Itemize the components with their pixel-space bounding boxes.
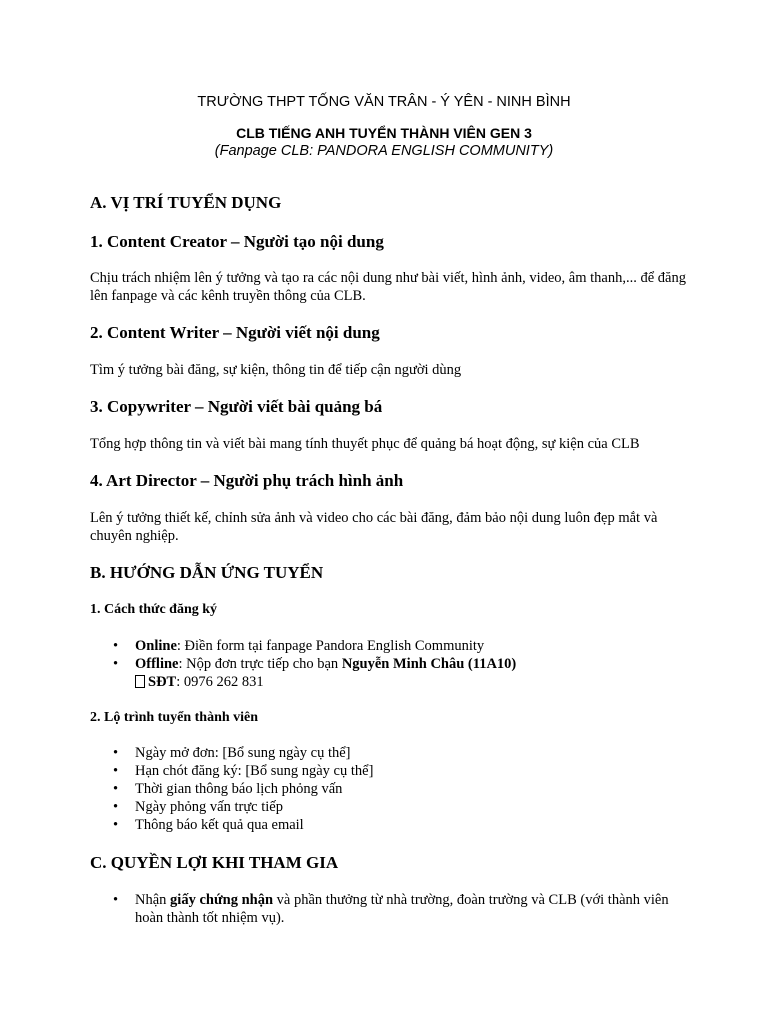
phone-label: SĐT bbox=[148, 674, 177, 690]
fanpage-note: (Fanpage CLB: PANDORA ENGLISH COMMUNITY) bbox=[214, 143, 554, 159]
certificate-label: giấy chứng nhận bbox=[170, 892, 274, 908]
list-item: • Ngày phỏng vấn trực tiếp bbox=[113, 799, 283, 815]
phone-icon bbox=[135, 675, 145, 688]
position-2-title: 2. Content Writer – Người viết nội dung bbox=[90, 323, 380, 342]
position-4-description: Lên ý tưởng thiết kế, chỉnh sửa ảnh và video cho các bài đăng, đảm bảo nội dung luôn đẹp mắt và chuyên nghiệp. bbox=[90, 510, 658, 544]
online-label: Online bbox=[135, 638, 177, 654]
position-4-title: 4. Art Director – Người phụ trách hình ảnh bbox=[90, 471, 404, 490]
timeline-list bbox=[90, 744, 690, 834]
registration-title: 1. Cách thức đăng ký bbox=[90, 602, 218, 617]
position-3-description: Tổng hợp thông tin và viết bài mang tính thuyết phục để quảng bá hoạt động, sự kiện của CLB bbox=[90, 436, 640, 452]
list-item: • Online: Điền form tại fanpage Pandora English Community bbox=[113, 638, 485, 654]
section-b-heading: B. HƯỚNG DẪN ỨNG TUYỂN bbox=[90, 563, 324, 582]
position-1-title: 1. Content Creator – Người tạo nội dung bbox=[90, 232, 384, 251]
section-a-heading: A. VỊ TRÍ TUYỂN DỤNG bbox=[90, 193, 282, 212]
registration-list bbox=[90, 637, 690, 691]
list-item: • Thông báo kết quả qua email bbox=[113, 817, 304, 833]
offline-text: : Nộp đơn trực tiếp cho bạn bbox=[178, 656, 342, 672]
position-3-title: 3. Copywriter – Người viết bài quảng bá bbox=[90, 397, 383, 416]
position-1-description: Chịu trách nhiệm lên ý tưởng và tạo ra các nội dung như bài viết, hình ảnh, video, âm thanh,... để đăng lên fanpage và các kênh truyền thông của CLB. bbox=[90, 270, 686, 304]
list-item: • Offline: Nộp đơn trực tiếp cho bạn Nguyễn Minh Châu (11A10) SĐT: 0976 262 831 bbox=[113, 656, 517, 690]
school-name: TRƯỜNG THPT TỐNG VĂN TRÂN - Ý YÊN - NINH BÌNH bbox=[197, 94, 571, 110]
list-item: • Thời gian thông báo lịch phỏng vấn bbox=[113, 781, 343, 797]
section-c-heading: C. QUYỀN LỢI KHI THAM GIA bbox=[90, 853, 339, 872]
list-item: • Ngày mở đơn: [Bổ sung ngày cụ thể] bbox=[113, 745, 351, 761]
benefits-list bbox=[90, 891, 690, 927]
offline-label: Offline bbox=[135, 656, 179, 672]
timeline-title: 2. Lộ trình tuyển thành viên bbox=[90, 710, 259, 725]
list-item: • Hạn chót đăng ký: [Bổ sung ngày cụ thể] bbox=[113, 763, 374, 779]
position-2-description: Tìm ý tưởng bài đăng, sự kiện, thông tin để tiếp cận người dùng bbox=[90, 362, 462, 378]
club-title: CLB TIẾNG ANH TUYỂN THÀNH VIÊN GEN 3 bbox=[236, 125, 532, 141]
online-text: : Điền form tại fanpage Pandora English Community bbox=[176, 638, 485, 654]
phone-value: : 0976 262 831 bbox=[176, 674, 264, 690]
list-item: • Nhận giấy chứng nhận và phần thưởng từ nhà trường, đoàn trường và CLB (với thành viên hoàn thành tốt nhiệm vụ). bbox=[113, 892, 669, 926]
contact-name: Nguyễn Minh Châu (11A10) bbox=[341, 656, 517, 672]
